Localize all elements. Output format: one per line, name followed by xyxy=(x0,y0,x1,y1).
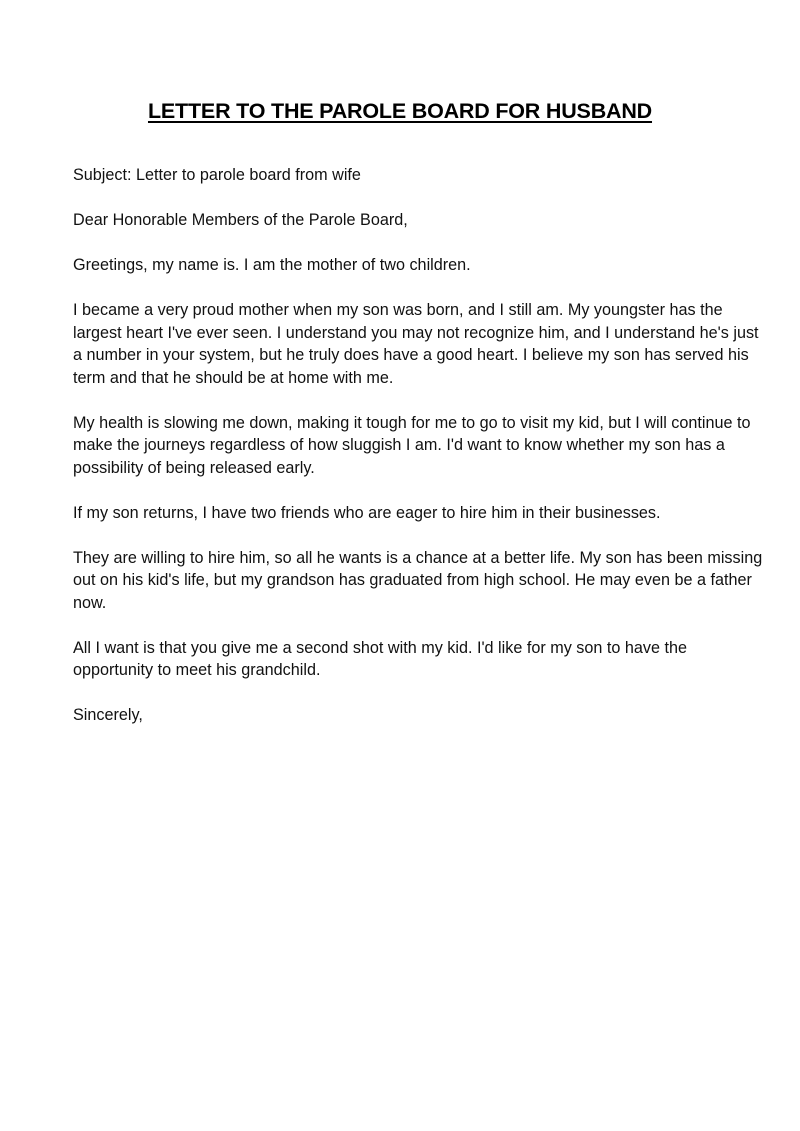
paragraph-better-life: They are willing to hire him, so all he wants is a chance at a better life. My son has been missing out on his kid's life, but my grandson has graduated from high school. He may even be a father now. xyxy=(73,548,763,612)
paragraph-second-shot: All I want is that you give me a second shot with my kid. I'd like for my son to have the opportunity to meet his grandchild. xyxy=(73,638,688,679)
paragraph-greeting: Greetings, my name is. I am the mother of two children. xyxy=(73,256,471,274)
salutation: Dear Honorable Members of the Parole Board, xyxy=(73,211,408,229)
letter-body xyxy=(73,164,763,749)
document-title xyxy=(0,97,800,125)
paragraph-proud-mother: I became a very proud mother when my son was born, and I still am. My youngster has the largest heart I've ever seen. I understand you may not recognize him, and I understand he's just a number in your system, but he truly does have a good heart. I believe my son has served his term and that he should be at home with me. xyxy=(73,301,759,387)
closing: Sincerely, xyxy=(73,706,143,724)
paragraph-health: My health is slowing me down, making it tough for me to go to visit my kid, but I will continue to make the journeys regardless of how sluggish I am. I'd want to know whether my son has a possibility of being released early. xyxy=(73,413,751,477)
subject-line: Subject: Letter to parole board from wife xyxy=(73,166,361,184)
document-title-text: LETTER TO THE PAROLE BOARD FOR HUSBAND xyxy=(147,99,653,123)
paragraph-employment: If my son returns, I have two friends who are eager to hire him in their businesses. xyxy=(73,503,661,522)
